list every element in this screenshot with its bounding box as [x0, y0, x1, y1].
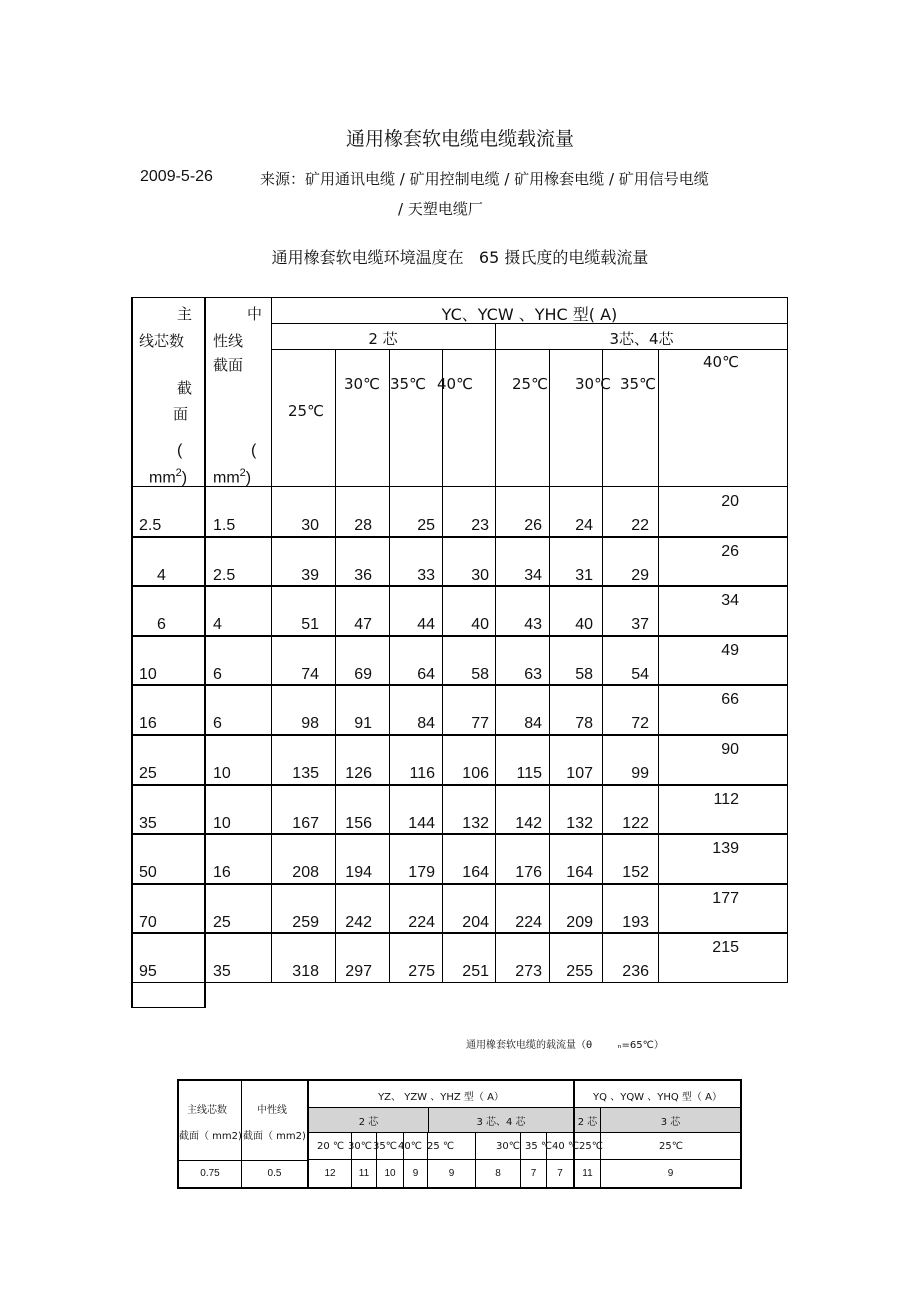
cell-ampacity: 99 — [631, 765, 649, 782]
cell-ampacity: 47 — [354, 616, 372, 633]
table-border-bottom — [177, 1187, 742, 1189]
cell-ampacity: 215 — [712, 939, 739, 956]
cell-neutral-section: 1.5 — [213, 517, 236, 534]
t2-temp: 20 ℃ — [317, 1141, 345, 1152]
t2-cell: 0.75 — [200, 1168, 220, 1179]
row-divider — [131, 635, 788, 637]
cell-ampacity: 107 — [566, 765, 593, 782]
unit-text: mm — [213, 469, 240, 487]
cell-ampacity: 49 — [721, 642, 739, 659]
row-divider — [131, 684, 788, 686]
cell-ampacity: 22 — [631, 517, 649, 534]
row-divider — [131, 833, 788, 835]
table-border-top — [131, 297, 788, 298]
t2-type-2: YQ 、YQW 、YHQ 型（ A） — [593, 1092, 722, 1103]
cell-ampacity: 20 — [721, 493, 739, 510]
t2-header-main: 截面（ mm2) — [179, 1131, 242, 1142]
table-divider — [520, 1132, 521, 1189]
cell-ampacity: 132 — [462, 815, 489, 832]
temp-header: 25℃ — [512, 375, 548, 393]
t2-cell: 0.5 — [267, 1168, 282, 1179]
cell-ampacity: 251 — [462, 963, 489, 980]
cell-ampacity: 156 — [345, 815, 372, 832]
cell-ampacity: 167 — [292, 815, 319, 832]
t2-type-1: YZ、 YZW 、YHZ 型（ A） — [378, 1092, 504, 1103]
page-title: 通用橡套软电缆电缆载流量 — [345, 128, 574, 150]
ampacity-table — [131, 297, 788, 1008]
cell-ampacity: 142 — [515, 815, 542, 832]
cell-neutral-section: 6 — [213, 715, 222, 732]
t2-cell: 9 — [448, 1168, 455, 1179]
cell-ampacity: 84 — [417, 715, 435, 732]
temp-header: 40℃ — [437, 375, 473, 393]
cell-ampacity: 275 — [408, 963, 435, 980]
cell-neutral-section: 25 — [213, 914, 231, 931]
cell-ampacity: 78 — [575, 715, 593, 732]
cell-ampacity: 29 — [631, 567, 649, 584]
cell-ampacity: 98 — [301, 715, 319, 732]
source-line: 来源：矿用通讯电缆 / 矿用控制电缆 / 矿用橡套电缆 / 矿用信号电缆 — [260, 170, 709, 188]
cell-ampacity: 176 — [515, 864, 542, 881]
cell-ampacity: 318 — [292, 963, 319, 980]
cell-ampacity: 44 — [417, 616, 435, 633]
cell-ampacity: 209 — [566, 914, 593, 931]
cell-ampacity: 224 — [515, 914, 542, 931]
unit-superscript: 2 — [239, 467, 246, 479]
temp-header: 30℃ — [575, 375, 611, 393]
unit-text: ) — [245, 469, 252, 487]
cell-ampacity: 34 — [721, 592, 739, 609]
cell-ampacity: 139 — [712, 840, 739, 857]
row-divider — [131, 932, 788, 934]
cell-ampacity: 194 — [345, 864, 372, 881]
header-neutral: 性线 — [213, 332, 244, 350]
cell-ampacity: 40 — [471, 616, 489, 633]
t2-cell: 12 — [324, 1168, 336, 1179]
header-neutral: 中 — [247, 305, 263, 323]
cell-ampacity: 30 — [301, 517, 319, 534]
t2-temp: 25℃ — [659, 1141, 683, 1152]
cell-ampacity: 106 — [462, 765, 489, 782]
header-cable-type: YC、YCW 、YHC 型( A) — [441, 305, 618, 324]
table-border-bottom — [131, 1007, 206, 1008]
cell-ampacity: 179 — [408, 864, 435, 881]
t2-group: 3 芯、4 芯 — [476, 1117, 526, 1128]
cell-ampacity: 33 — [417, 567, 435, 584]
t2-group: 2 芯 — [577, 1117, 598, 1128]
header-neutral: 截面 — [213, 356, 244, 374]
header-main-conductor: 主 — [177, 305, 193, 323]
t2-cell: 9 — [412, 1168, 419, 1179]
cell-ampacity: 177 — [712, 890, 739, 907]
cell-ampacity: 77 — [471, 715, 489, 732]
cell-ampacity: 58 — [575, 666, 593, 683]
cell-ampacity: 31 — [575, 567, 593, 584]
t2-group: 3 芯 — [660, 1117, 681, 1128]
cell-main-section: 16 — [139, 715, 157, 732]
table-border-right — [740, 1079, 742, 1189]
cell-ampacity: 64 — [417, 666, 435, 683]
cell-ampacity: 115 — [516, 765, 542, 782]
table-divider — [204, 297, 206, 1008]
cell-ampacity: 72 — [631, 715, 649, 732]
table-border-right — [787, 297, 788, 983]
t2-temp: 40℃ — [398, 1141, 422, 1152]
header-main-conductor: 截 — [177, 379, 193, 397]
header-neutral: ( — [251, 442, 257, 459]
cell-ampacity: 122 — [622, 815, 649, 832]
publish-date: 2009-5-26 — [140, 168, 213, 185]
cell-ampacity: 132 — [566, 815, 593, 832]
table-border-top — [177, 1079, 742, 1081]
cell-ampacity: 26 — [721, 543, 739, 560]
cell-ampacity: 54 — [631, 666, 649, 683]
cell-ampacity: 26 — [524, 517, 542, 534]
cell-neutral-section: 4 — [213, 616, 222, 633]
cell-neutral-section: 2.5 — [213, 567, 236, 584]
table-border-left — [131, 297, 133, 1008]
t2-cell: 7 — [530, 1168, 537, 1179]
cell-main-section: 70 — [139, 914, 157, 931]
cell-ampacity: 28 — [354, 517, 372, 534]
table-divider — [308, 1132, 741, 1133]
t2-header-main: 主线芯数 — [187, 1105, 227, 1116]
cell-ampacity: 24 — [575, 517, 593, 534]
cell-main-section: 95 — [139, 963, 157, 980]
cell-neutral-section: 6 — [213, 666, 222, 683]
cell-ampacity: 259 — [292, 914, 319, 931]
cell-ampacity: 204 — [462, 914, 489, 931]
table-divider — [308, 1159, 741, 1160]
cell-ampacity: 242 — [345, 914, 372, 931]
header-main-unit — [149, 467, 187, 487]
row-divider — [131, 784, 788, 786]
cell-ampacity: 23 — [471, 517, 489, 534]
source-line-continued: / 天塑电缆厂 — [398, 200, 483, 218]
t2-group: 2 芯 — [358, 1117, 379, 1128]
cell-ampacity: 208 — [292, 864, 319, 881]
t2-cell: 7 — [557, 1168, 563, 1179]
cell-ampacity: 63 — [524, 666, 542, 683]
t2-temp: 40 ℃ — [552, 1141, 580, 1152]
header-main-conductor: 线芯数 — [139, 332, 185, 350]
cell-ampacity: 144 — [408, 815, 435, 832]
t2-temp: 35 ℃ — [525, 1141, 553, 1152]
table-divider — [271, 349, 788, 350]
unit-text: mm — [149, 469, 176, 487]
cell-ampacity: 126 — [345, 765, 372, 782]
header-main-conductor: 面 — [173, 405, 189, 423]
cell-main-section: 35 — [139, 815, 157, 832]
row-divider — [131, 536, 788, 538]
cell-ampacity: 116 — [409, 765, 435, 782]
temp-header: 30℃ — [344, 375, 380, 393]
cell-ampacity: 297 — [345, 963, 372, 980]
table-divider — [475, 1132, 476, 1189]
cell-neutral-section: 16 — [213, 864, 231, 881]
cell-ampacity: 34 — [524, 567, 542, 584]
unit-text: ) — [181, 469, 188, 487]
table2-caption: 通用橡套软电缆的载流量（θ ₙ=65℃） — [466, 1040, 664, 1051]
t2-temp: 30℃ — [496, 1141, 520, 1152]
cell-ampacity: 58 — [471, 666, 489, 683]
t2-temp: 35℃ — [373, 1141, 397, 1152]
cell-ampacity: 84 — [524, 715, 542, 732]
cell-main-section: 10 — [139, 666, 157, 683]
table-subtitle: 通用橡套软电缆环境温度在 65 摄氏度的电缆载流量 — [271, 248, 649, 267]
cell-ampacity: 40 — [575, 616, 593, 633]
cell-main-section: 2.5 — [139, 517, 162, 534]
cell-main-section: 25 — [139, 765, 157, 782]
cell-ampacity: 91 — [354, 715, 372, 732]
cell-ampacity: 164 — [462, 864, 489, 881]
cell-ampacity: 112 — [713, 791, 739, 808]
t2-temp: 25℃ — [579, 1141, 603, 1152]
cell-ampacity: 193 — [622, 914, 649, 931]
cell-main-section: 4 — [157, 567, 166, 584]
t2-cell: 10 — [384, 1168, 396, 1179]
t2-cell: 11 — [358, 1168, 370, 1179]
t2-cell: 9 — [667, 1168, 674, 1179]
cell-ampacity: 30 — [471, 567, 489, 584]
header-main-conductor: ( — [177, 442, 183, 459]
t2-temp: 25 ℃ — [427, 1141, 455, 1152]
cell-main-section: 6 — [157, 616, 166, 633]
table-divider — [177, 1160, 308, 1161]
cell-ampacity: 90 — [721, 741, 739, 758]
cell-main-section: 50 — [139, 864, 157, 881]
cell-neutral-section: 10 — [213, 765, 231, 782]
row-divider — [131, 883, 788, 885]
cell-ampacity: 51 — [301, 616, 319, 633]
ampacity-table-2 — [177, 1079, 742, 1189]
cell-ampacity: 236 — [622, 963, 649, 980]
cell-ampacity: 74 — [301, 666, 319, 683]
cell-ampacity: 37 — [631, 616, 649, 633]
temp-header: 25℃ — [288, 402, 324, 420]
header-neutral-unit — [213, 467, 251, 487]
cell-ampacity: 255 — [566, 963, 593, 980]
cell-ampacity: 164 — [566, 864, 593, 881]
cell-neutral-section: 10 — [213, 815, 231, 832]
header-2-core: 2 芯 — [368, 330, 398, 348]
cell-ampacity: 152 — [622, 864, 649, 881]
cell-ampacity: 25 — [417, 517, 435, 534]
cell-ampacity: 135 — [292, 765, 319, 782]
cell-ampacity: 224 — [408, 914, 435, 931]
unit-superscript: 2 — [175, 467, 182, 479]
cell-ampacity: 66 — [721, 691, 739, 708]
cell-ampacity: 69 — [354, 666, 372, 683]
t2-cell: 8 — [495, 1168, 501, 1179]
t2-header-neutral: 截面（ mm2) — [243, 1131, 306, 1142]
table-divider — [308, 1107, 741, 1108]
t2-temp: 30℃ — [348, 1141, 372, 1152]
cell-ampacity: 39 — [301, 567, 319, 584]
cell-ampacity: 43 — [524, 616, 542, 633]
table-divider — [658, 349, 659, 983]
row-divider — [131, 585, 788, 587]
cell-ampacity: 273 — [515, 963, 542, 980]
temp-header: 35℃ — [620, 375, 656, 393]
temp-header: 40℃ — [703, 353, 739, 371]
cell-neutral-section: 35 — [213, 963, 231, 980]
temp-header: 35℃ — [390, 375, 426, 393]
t2-cell: 11 — [582, 1168, 593, 1179]
cell-ampacity: 36 — [354, 567, 372, 584]
t2-header-neutral: 中性线 — [257, 1105, 287, 1116]
header-3-4-core: 3芯、4芯 — [609, 330, 674, 348]
row-divider — [131, 734, 788, 736]
row-divider — [131, 982, 788, 983]
